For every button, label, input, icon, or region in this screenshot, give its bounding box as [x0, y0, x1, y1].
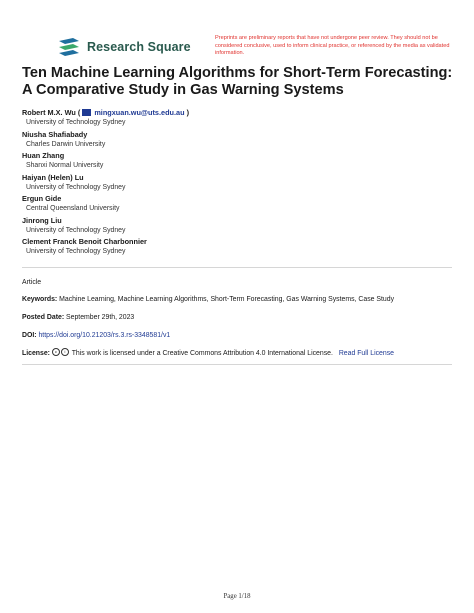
doi-label: DOI: [22, 332, 37, 339]
author-name: Jinrong Liu [22, 215, 62, 225]
author-affiliation: University of Technology Sydney [26, 183, 126, 191]
read-full-license-link[interactable]: Read Full License [338, 350, 394, 357]
author-affiliation: University of Technology Sydney [26, 248, 126, 255]
author-item [22, 193, 452, 214]
paper-title: Ten Machine Learning Algorithms for Short-Term Forecasting: A Comparative Study in Gas Warning Systems [22, 65, 453, 98]
license-text: This work is licensed under a Creative Commons Attribution 4.0 International License. [71, 350, 333, 357]
preprint-disclaimer: Preprints are preliminary reports that have not undergone peer review. They should not be considered conclusive, used to inform clinical practice, or referenced by the media as validated information. [215, 35, 450, 57]
logo-text: Research Square [87, 40, 191, 54]
author-name: Ergun Gide [22, 194, 62, 203]
author-name: Haiyan (Helen) Lu [22, 172, 84, 182]
mail-icon [82, 109, 91, 116]
author-item [22, 172, 452, 193]
author-name: Huan Zhang [22, 151, 65, 160]
author-list [22, 107, 452, 258]
keywords-line [22, 295, 452, 305]
author-item [22, 150, 452, 171]
research-square-logo-icon [57, 38, 81, 56]
keywords-label: Keywords: [22, 296, 58, 303]
page-number: Page 1/18 [223, 593, 251, 600]
author-name: Clement Franck Benoit Charbonnier [22, 237, 147, 246]
author-affiliation: University of Technology Sydney [26, 119, 126, 126]
posted-date-label: Posted Date: [22, 314, 65, 321]
research-square-logo[interactable] [57, 38, 191, 56]
section-divider [22, 267, 452, 268]
posted-date-line [22, 313, 134, 323]
doi-link[interactable]: https://doi.org/10.21203/rs.3.rs-3348581/v1 [38, 332, 171, 339]
cc-icon: c [52, 348, 60, 356]
author-affiliation: University of Technology Sydney [26, 226, 126, 234]
author-item [22, 236, 452, 257]
doi-line [22, 331, 170, 341]
license-line [22, 349, 452, 359]
author-email-link[interactable]: mingxuan.wu@uts.edu.au [82, 108, 184, 117]
author-name: Niusha Shafiabady [22, 129, 88, 139]
author-item: Robert M.X. Wu ( mingxuan.wu@uts.edu.au ) University of Technology Sydney [22, 107, 452, 128]
author-affiliation: Shanxi Normal University [26, 162, 104, 169]
author-affiliation: Central Queensland University [26, 205, 120, 212]
by-icon: i [61, 348, 69, 356]
author-name: Robert M.X. Wu [22, 108, 76, 117]
author-item [22, 129, 452, 150]
author-affiliation: Charles Darwin University [26, 140, 106, 148]
license-label: License: [22, 350, 50, 357]
keywords-value: Machine Learning, Machine Learning Algorithms, Short-Term Forecasting, Gas Warning Systems, Case Study [59, 296, 395, 303]
article-type: Article [22, 279, 42, 286]
preprint-header [0, 0, 474, 64]
posted-date-value: September 29th, 2023 [66, 314, 135, 321]
section-divider [22, 364, 452, 365]
author-item [22, 215, 452, 236]
